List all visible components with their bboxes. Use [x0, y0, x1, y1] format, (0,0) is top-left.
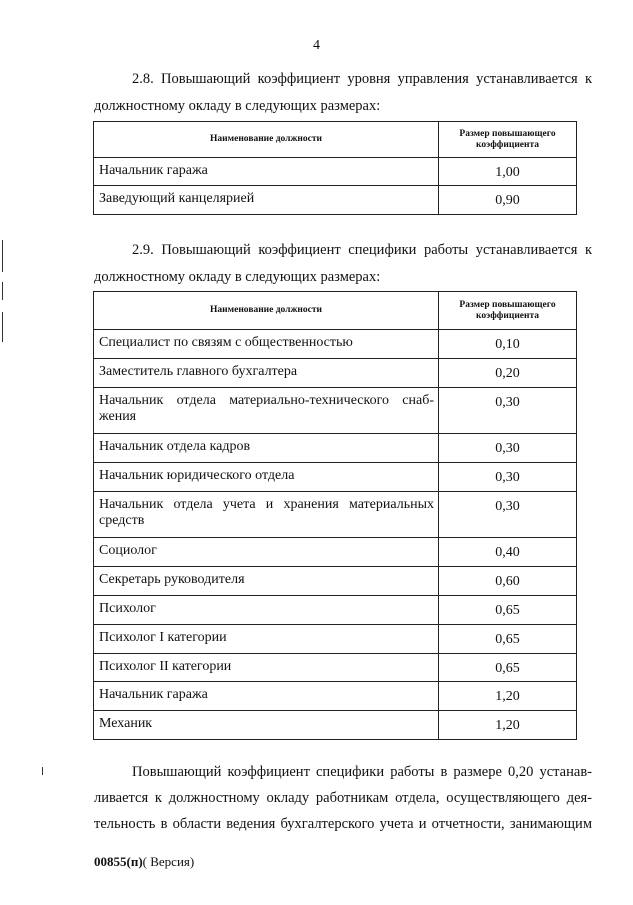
- note-line1: Повышающий коэффициент специфики работы в размере 0,20 устанав-: [132, 764, 592, 780]
- note-line3: тельность в области ведения бухгалтерского учета и отчетности, занимающим: [94, 816, 592, 832]
- section-2-8-line2: должностному окладу в следующих размерах:: [94, 98, 381, 114]
- document-code: 00855(п): [94, 854, 143, 869]
- coefficient-value: 0,65: [439, 596, 577, 625]
- table-row: [94, 186, 577, 215]
- table-row: [94, 538, 577, 567]
- table-row: [94, 682, 577, 711]
- table-header-coefficient: Размер повышающего коэффициента: [439, 292, 577, 330]
- coefficient-value: 0,20: [439, 359, 577, 388]
- section-2-9-line2: должностному окладу в следующих размерах:: [94, 269, 381, 285]
- position-name: Заведующий канцелярией: [94, 186, 439, 215]
- section-2-9-intro: [94, 237, 592, 291]
- coefficient-value: 0,40: [439, 538, 577, 567]
- table-header-position: Наименование должности: [94, 292, 439, 330]
- table-row: [94, 567, 577, 596]
- table-row: [94, 158, 577, 186]
- table-header-coefficient: Размер повышающего коэффициента: [439, 122, 577, 158]
- scan-mark: [2, 312, 3, 342]
- coefficient-value: 0,65: [439, 625, 577, 654]
- table-row: [94, 463, 577, 492]
- position-name: Психолог I категории: [94, 625, 439, 654]
- coefficient-value: 0,30: [439, 388, 577, 434]
- coefficient-value: 0,30: [439, 434, 577, 463]
- note-line2: ливается к должностному окладу работникам отдела, осуществляющего дея-: [94, 790, 592, 806]
- position-name: Начальник юридического отдела: [94, 463, 439, 492]
- position-name: Начальник отдела материально-технического снаб-жения: [94, 388, 439, 434]
- position-name: Начальник гаража: [94, 682, 439, 711]
- table-row: [94, 388, 577, 434]
- coefficient-value: 1,20: [439, 682, 577, 711]
- section-2-8-line1: 2.8. Повышающий коэффициент уровня управления устанавливается к: [132, 71, 592, 87]
- table-row: [94, 434, 577, 463]
- scan-mark: [42, 767, 43, 775]
- position-name: Специалист по связям с общественностью: [94, 330, 439, 359]
- table-row: [94, 625, 577, 654]
- table-row: [94, 492, 577, 538]
- page-number: 4: [313, 38, 320, 53]
- coefficient-value: 0,30: [439, 463, 577, 492]
- table-row: [94, 596, 577, 625]
- table-row: [94, 359, 577, 388]
- table-header-position: Наименование должности: [94, 122, 439, 158]
- position-name: Механик: [94, 711, 439, 740]
- specifics-note-paragraph: [94, 759, 592, 837]
- document-version: ( Версия): [142, 854, 195, 869]
- coefficient-value: 1,20: [439, 711, 577, 740]
- table-work-specifics: [93, 291, 577, 740]
- position-name: Секретарь руководителя: [94, 567, 439, 596]
- table-level-management: [93, 121, 577, 215]
- position-name: Начальник отдела кадров: [94, 434, 439, 463]
- coefficient-value: 0,65: [439, 654, 577, 682]
- coefficient-value: 0,30: [439, 492, 577, 538]
- table-row: [94, 330, 577, 359]
- scan-mark: [2, 240, 3, 272]
- coefficient-value: 0,10: [439, 330, 577, 359]
- table-row: [94, 711, 577, 740]
- section-2-9-line1: 2.9. Повышающий коэффициент специфики работы устанавливается к: [132, 242, 592, 258]
- table-row: [94, 654, 577, 682]
- position-name: Психолог: [94, 596, 439, 625]
- coefficient-value: 0,90: [439, 186, 577, 215]
- coefficient-value: 1,00: [439, 158, 577, 186]
- scan-mark: [2, 282, 3, 300]
- document-footer: [94, 854, 194, 870]
- position-name: Начальник гаража: [94, 158, 439, 186]
- position-name: Начальник отдела учета и хранения материальных средств: [94, 492, 439, 538]
- position-name: Заместитель главного бухгалтера: [94, 359, 439, 388]
- section-2-8-intro: [94, 66, 592, 120]
- position-name: Социолог: [94, 538, 439, 567]
- coefficient-value: 0,60: [439, 567, 577, 596]
- position-name: Психолог II категории: [94, 654, 439, 682]
